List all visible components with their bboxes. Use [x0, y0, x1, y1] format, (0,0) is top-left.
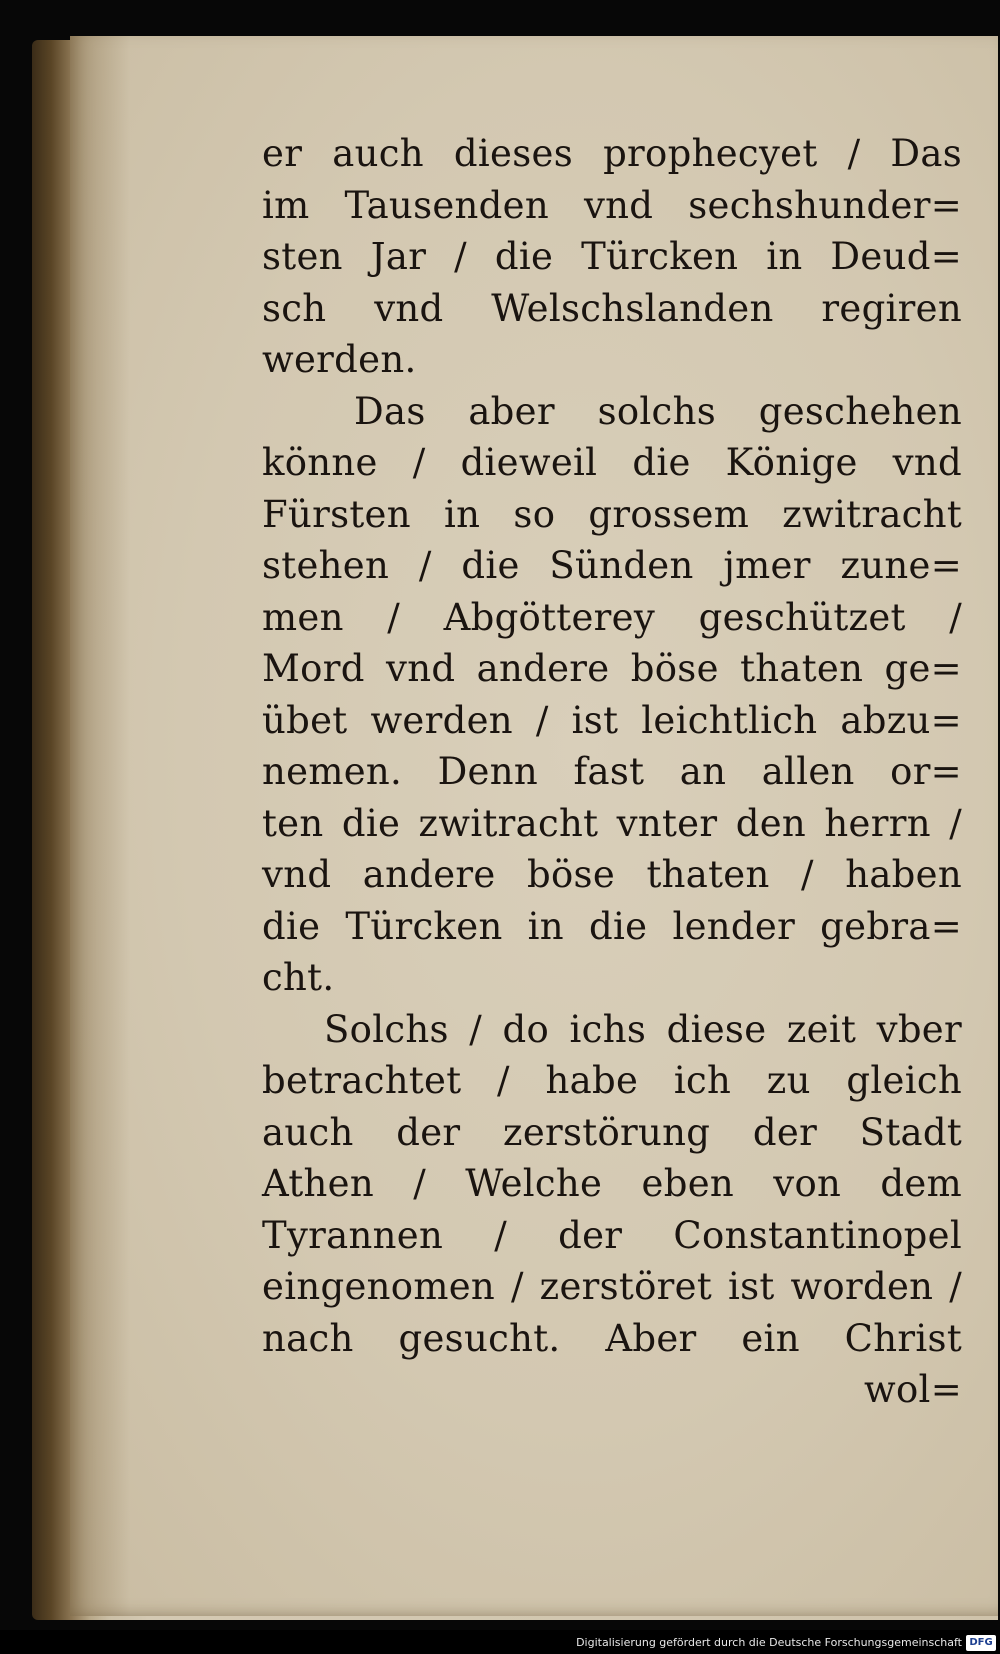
- text-line: übet werden / ist leichtlich abzu=: [262, 698, 962, 742]
- text-line: vnd andere böse thaten / haben: [262, 853, 962, 896]
- text-line: könne / dieweil die Könige vnd: [262, 441, 962, 484]
- text-line: die Türcken in die lender gebra=: [262, 904, 962, 948]
- page-text: [262, 128, 962, 1416]
- text-line: Tyrannen / der Constantinopel: [262, 1213, 962, 1257]
- text-line: werden.: [262, 338, 417, 381]
- text-line: stehen / die Sünden jmer zune=: [262, 544, 962, 587]
- catchword: wol=: [864, 1368, 962, 1411]
- text-line: sten Jar / die Türcken in Deud=: [262, 235, 962, 278]
- text-line: auch der zerstörung der Stadt: [262, 1110, 962, 1154]
- paragraph-start-line: Solchs / do ichs diese zeit vber: [324, 1007, 962, 1051]
- text-line: nemen. Denn fast an allen or=: [262, 750, 962, 793]
- text-line: men / Abgötterey geschützet /: [262, 595, 962, 639]
- text-line: nach gesucht. Aber ein Christ: [262, 1316, 962, 1360]
- text-line: er auch dieses prophecyet / Das: [262, 132, 962, 175]
- text-line: cht.: [262, 956, 335, 999]
- digitization-credit: Digitalisierung gefördert durch die Deutsche Forschungsgemeinschaft: [576, 1636, 962, 1649]
- text-line: Athen / Welche eben von dem: [262, 1162, 962, 1205]
- text-line: betrachtet / habe ich zu gleich: [262, 1059, 962, 1102]
- text-line: Fürsten in so grossem zwitracht: [262, 492, 962, 536]
- text-line: sch vnd Welschslanden regiren: [262, 286, 962, 330]
- text-line: im Tausenden vnd sechshunder=: [262, 183, 962, 227]
- text-line: eingenomen / zerstöret ist worden /: [262, 1265, 962, 1308]
- gutter-shadow: [70, 36, 130, 1616]
- text-line: ten die zwitracht vnter den herrn /: [262, 801, 962, 845]
- dfg-logo-icon: DFG: [966, 1635, 996, 1651]
- paragraph-start-line: Das aber solchs geschehen: [354, 389, 962, 433]
- text-line: Mord vnd andere böse thaten ge=: [262, 647, 962, 690]
